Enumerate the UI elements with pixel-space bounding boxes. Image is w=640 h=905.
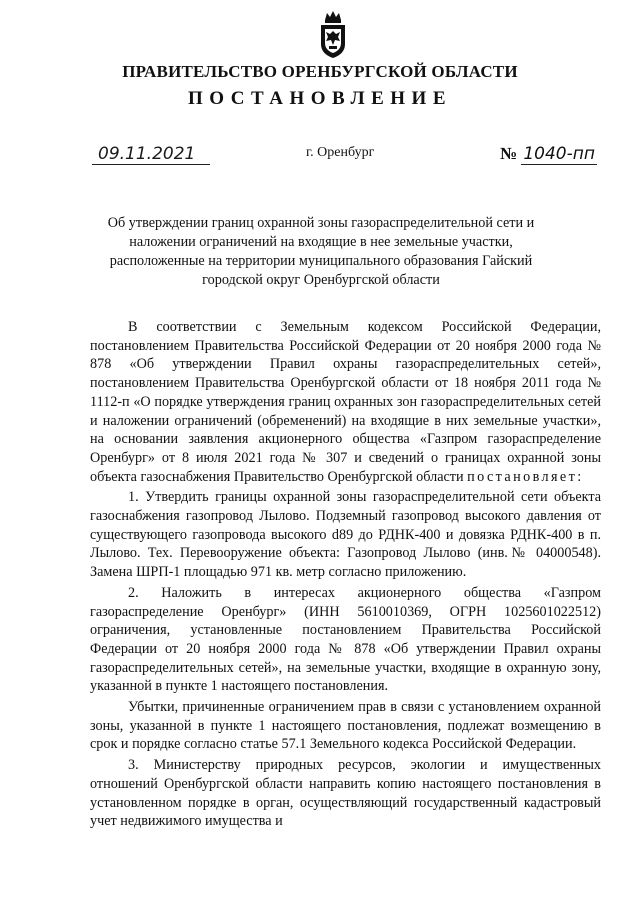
resolves-word: постановляет: bbox=[467, 468, 584, 485]
item-1-paragraph: 1. Утвердить границы охранной зоны газораспределительной сети объекта газоснабжения газопровод Лылово. Подземный газопровод высокого давления от существующего газопровода высокого d89 до РДНК-400 и довязка РДНК-400 в п. Лылово. Тех. Перевооружение объекта: Газопровод Лылово (инв.№ 04000548). Замена ШРП-1 площадью 971 кв. метр согласно приложению. bbox=[90, 489, 601, 581]
document-date: 09.11.2021 bbox=[92, 144, 210, 165]
item-3-paragraph: 3. Министерству природных ресурсов, экологии и имущественных отношений Оренбургской области направить копию настоящего постановления в установленном порядке в орган, осуществляющий государственный кадастровый учет недвижимого имущества и bbox=[90, 757, 601, 830]
government-title: ПРАВИТЕЛЬСТВО ОРЕНБУРГСКОЙ ОБЛАСТИ bbox=[122, 62, 518, 81]
number-sign: № bbox=[500, 144, 518, 163]
document-type: ПОСТАНОВЛЕНИЕ bbox=[187, 88, 453, 109]
preamble-paragraph bbox=[90, 318, 601, 486]
item-2-paragraph: 2. Наложить в интересах акционерного общества «Газпром газораспределение Оренбург» (ИНН 5610010369, ОГРН 1025601022512) ограничения, установленные постановлением Правительства Российской Федерации от 20 ноября 2000 года № 878 «Об утверждении Правил охраны газораспределительных сетей», на земельные участки, входящие в охранную зону, указанной в пункте 1 настоящего постановления. bbox=[90, 584, 601, 695]
coat-of-arms-icon bbox=[316, 8, 350, 60]
losses-paragraph: Убытки, причиненные ограничением прав в связи с установлением охранной зоны, указанной в пункте 1 настоящего постановления, подлежат возмещению в срок и порядке согласно статье 57.1 Земельного кодекса Российской Федерации. bbox=[90, 699, 601, 753]
document-city: г. Оренбург bbox=[306, 145, 375, 160]
document-number bbox=[500, 144, 597, 164]
document-subject: Об утверждении границ охранной зоны газораспределительной сети и наложении ограничений на входящие в нее земельные участки, расположенные на территории муниципального образования Гайский городской округ Оренбургской области bbox=[107, 215, 535, 288]
preamble-text: В соответствии с Земельным кодексом Российской Федерации, постановлением Правительства Российской Федерации от 20 ноября 2000 года № 878 «Об утверждении Правил охраны газораспределительных сетей», постановлением Правительства Оренбургской области от 18 ноября 2011 года № 1112-п «О порядке утверждения границ охранных зон газораспределительных сетей и наложении ограничений (обременений) на входящие в них земельные участки», на основании заявления акционерного общества «Газпром газораспределение Оренбург» от 8 июля 2021 года № 307 и сведений о границах охранной зоны объекта газоснабжения Правительство Оренбургской области bbox=[90, 319, 601, 485]
document-body bbox=[90, 318, 601, 833]
number-value: 1040-пп bbox=[523, 144, 595, 164]
